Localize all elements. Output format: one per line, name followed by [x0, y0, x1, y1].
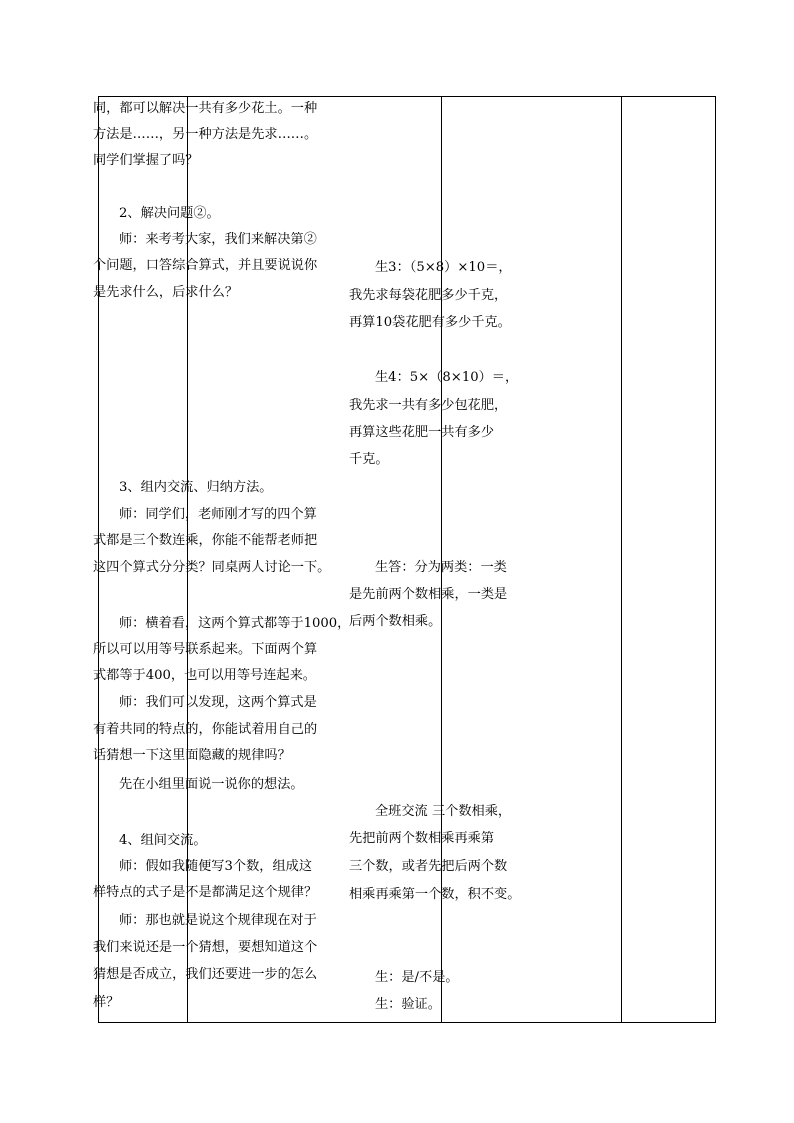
student-line: 再算10袋花肥有多少千克。 [349, 315, 511, 330]
teacher-line: 同学们掌握了吗？ [93, 153, 199, 168]
right-notes-cell [622, 97, 716, 1023]
student-line: 全班交流 三个数相乘， [375, 804, 512, 819]
teacher-line: 话猜想一下这里面隐藏的规律吗？ [93, 748, 291, 763]
teacher-line: 式都是三个数连乘，你能不能帮老师把 [93, 533, 318, 548]
teacher-line: 这四个算式分分类？同桌两人讨论一下。 [93, 560, 331, 575]
student-line: 千克。 [349, 452, 389, 467]
teacher-line: 方法是……，另一种方法是先求……。 [93, 127, 318, 142]
student-line: 生：验证。 [375, 997, 441, 1012]
student-line: 生：是/不是。 [375, 970, 459, 985]
student-line: 是先前两个数相乘，一类是 [349, 587, 508, 602]
teacher-line: 是先求什么，后求什么？ [93, 285, 239, 300]
teacher-line: 猜想是否成立，我们还要进一步的怎么 [93, 967, 318, 982]
student-line: 相乘再乘第一个数，积不变。 [349, 887, 521, 902]
student-line: 我先求每袋花肥多少千克， [349, 288, 508, 303]
teacher-line: 师：同学们，老师刚才写的四个算 [119, 507, 317, 522]
teacher-line: 先在小组里面说一说你的想法。 [119, 777, 304, 792]
teacher-line: 所以可以用等号联系起来。下面两个算 [93, 642, 318, 657]
teacher-line: 样特点的式子是不是都满足这个规律？ [93, 885, 318, 900]
student-line: 生3：（5×8）×10＝， [375, 260, 512, 275]
student-line: 我先求一共有多少包花肥， [349, 398, 508, 413]
teacher-line: 式都等于400，也可以用等号连起来。 [93, 668, 316, 683]
teacher-line: 师：来考考大家，我们来解决第② [119, 232, 317, 247]
teacher-line: 师：假如我随便写3个数，组成这 [119, 859, 313, 874]
student-line: 生答：分为两类：一类 [375, 560, 507, 575]
teacher-line: 有着共同的特点的，你能试着用自己的 [93, 722, 318, 737]
teacher-line: 4、组间交流。 [119, 833, 207, 848]
teacher-line: 同，都可以解决一共有多少花土。一种 [93, 101, 318, 116]
student-line: 再算这些花肥一共有多少 [349, 425, 495, 440]
student-line: 后两个数相乘。 [349, 614, 442, 629]
student-line: 生4：5×（8×10）＝， [375, 370, 519, 385]
teacher-line: 师：我们可以发现，这两个算式是 [119, 695, 317, 710]
teacher-line: 2、解决问题②。 [119, 206, 220, 221]
teacher-line: 我们来说还是一个猜想，要想知道这个 [93, 940, 318, 955]
teacher-line: 师：那也就是说这个规律现在对于 [119, 913, 317, 928]
teacher-line: 3、组内交流、归纳方法。 [119, 480, 273, 495]
student-line: 三个数，或者先把后两个数 [349, 859, 508, 874]
student-line: 先把前两个数相乘再乘第 [349, 831, 495, 846]
teacher-line: 样？ [93, 995, 120, 1010]
teacher-line: 师：横着看，这两个算式都等于1000， [119, 616, 351, 631]
teacher-line: 个问题，口答综合算式，并且要说说你 [93, 258, 318, 273]
